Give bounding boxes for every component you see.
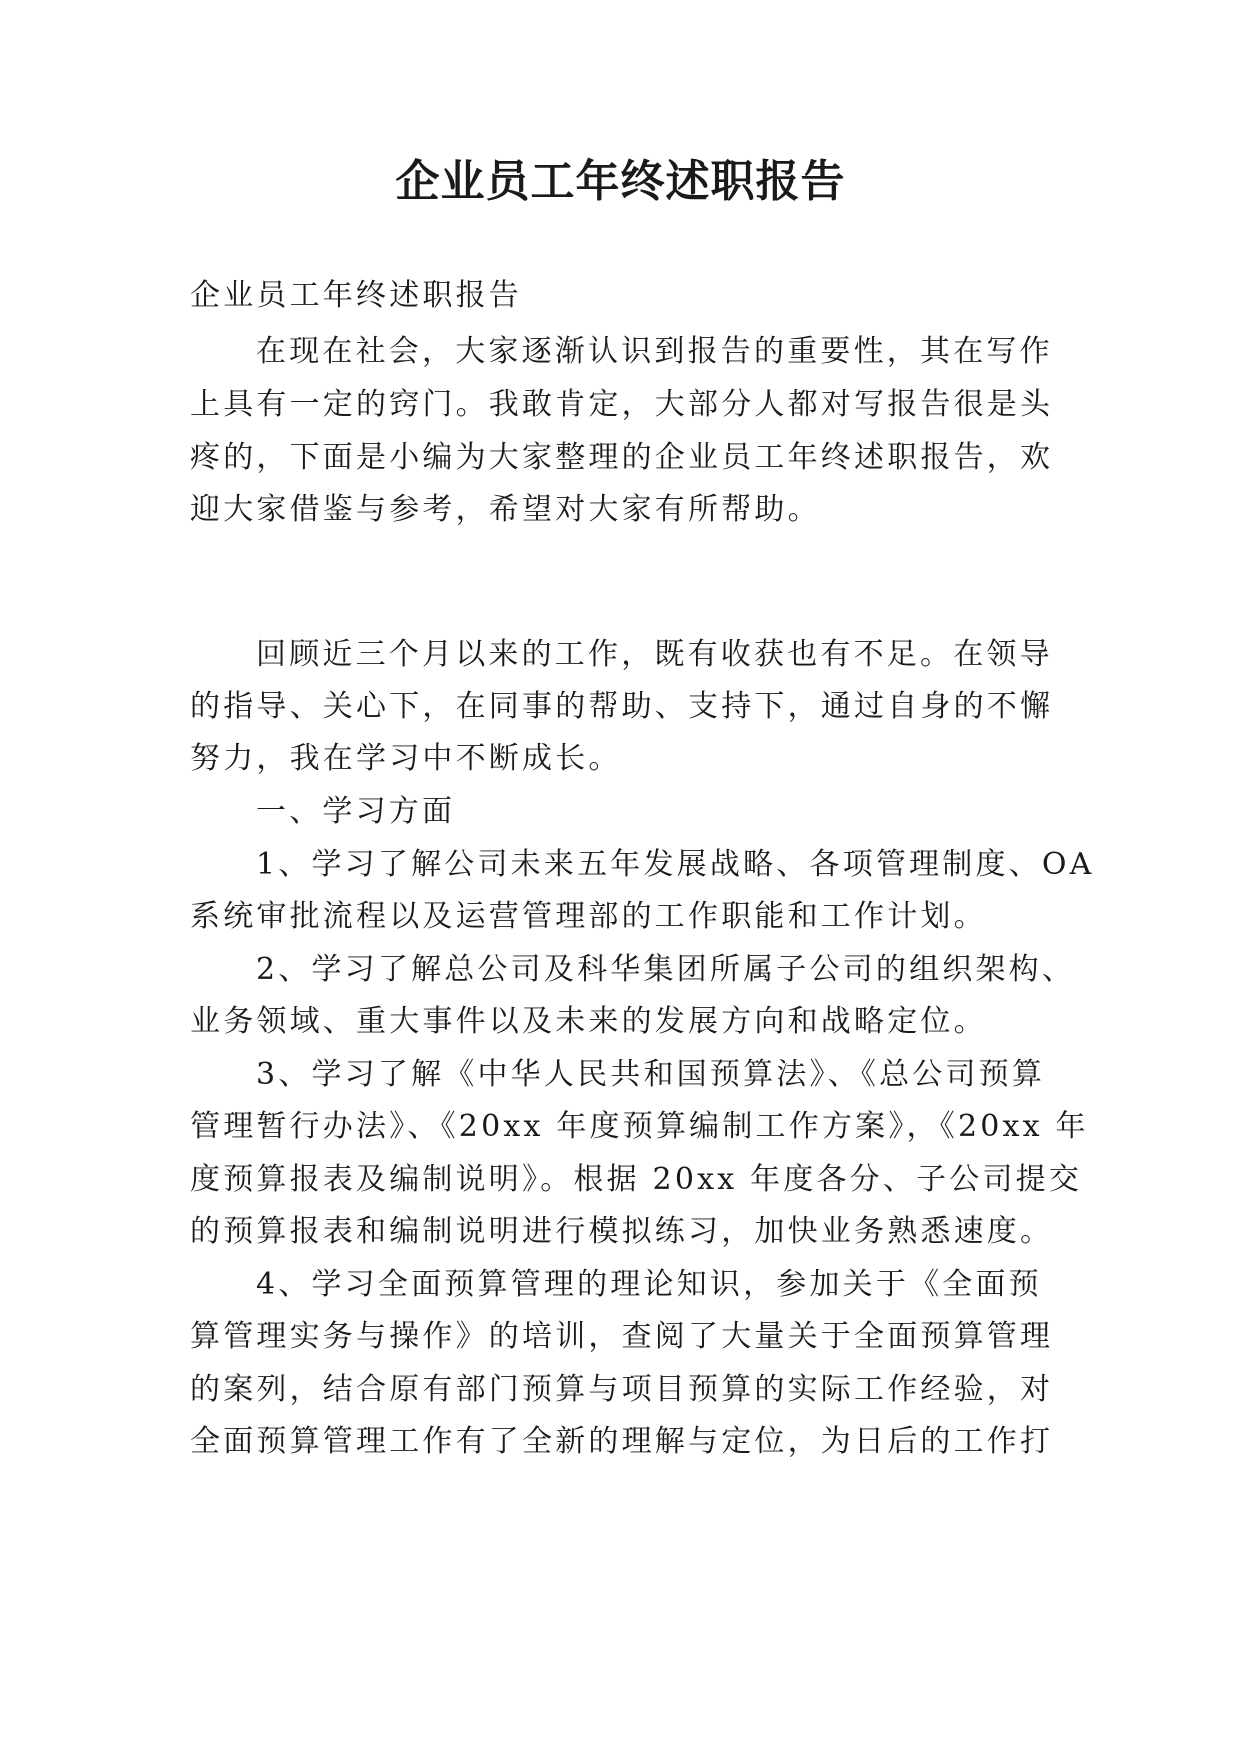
list-item-line: 系统审批流程以及运营管理部的工作职能和工作计划。 bbox=[190, 899, 987, 934]
list-item-line: 管理暂行办法》、《20xx 年度预算编制工作方案》，《20xx 年 bbox=[190, 1109, 1089, 1144]
list-item-line: 4、学习全面预算管理的理论知识，参加关于《全面预 bbox=[256, 1267, 1042, 1302]
review-line: 回顾近三个月以来的工作，既有收获也有不足。在领导 bbox=[256, 637, 1053, 672]
list-item-line: 度预算报表及编制说明》。根据 20xx 年度各分、子公司提交 bbox=[190, 1162, 1083, 1197]
list-item-line: 算管理实务与操作》的培训，查阅了大量关于全面预算管理 bbox=[190, 1319, 1054, 1354]
intro-line: 迎大家借鉴与参考，希望对大家有所帮助。 bbox=[190, 492, 821, 527]
list-item-line: 的案列，结合原有部门预算与项目预算的实际工作经验，对 bbox=[190, 1372, 1054, 1407]
document-title: 企业员工年终述职报告 bbox=[395, 156, 846, 207]
intro-line: 在现在社会，大家逐渐认识到报告的重要性，其在写作 bbox=[256, 334, 1053, 369]
review-line: 的指导、关心下，在同事的帮助、支持下，通过自身的不懈 bbox=[190, 689, 1054, 724]
document-subtitle: 企业员工年终述职报告 bbox=[190, 278, 522, 313]
list-item-line: 3、学习了解《中华人民共和国预算法》、《总公司预算 bbox=[256, 1057, 1046, 1092]
section-heading: 一、学习方面 bbox=[256, 794, 456, 829]
intro-line: 上具有一定的窍门。我敢肯定，大部分人都对写报告很是头 bbox=[190, 387, 1054, 422]
list-item-line: 全面预算管理工作有了全新的理解与定位，为日后的工作打 bbox=[190, 1424, 1054, 1459]
list-item-line: 2、学习了解总公司及科华集团所属子公司的组织架构、 bbox=[256, 952, 1076, 987]
list-item-line: 的预算报表和编制说明进行模拟练习，加快业务熟悉速度。 bbox=[190, 1214, 1054, 1249]
intro-line: 疼的，下面是小编为大家整理的企业员工年终述职报告，欢 bbox=[190, 440, 1054, 475]
list-item-line: 业务领域、重大事件以及未来的发展方向和战略定位。 bbox=[190, 1004, 987, 1039]
list-item-line: 1、学习了解公司未来五年发展战略、各项管理制度、OA bbox=[256, 847, 1095, 882]
review-line: 努力，我在学习中不断成长。 bbox=[190, 741, 622, 776]
